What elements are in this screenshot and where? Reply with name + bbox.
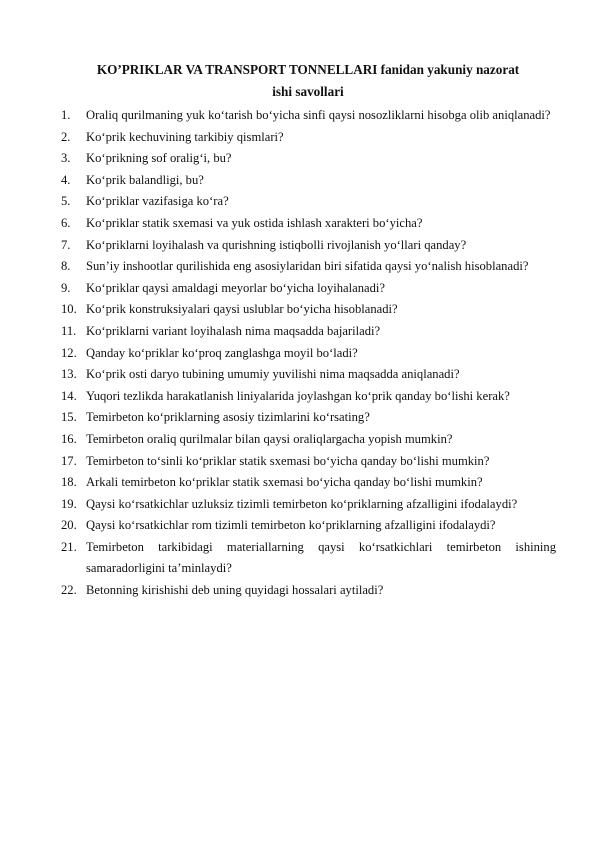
question-item xyxy=(61,127,556,149)
question-number: 1. xyxy=(61,108,71,122)
question-number: 21. xyxy=(61,539,77,554)
question-text: Ko‘prikning sof oralig‘i, bu? xyxy=(86,151,232,166)
question-item xyxy=(61,386,556,408)
question-text: Betonning kirishishi deb uning quyidagi hossalari aytiladi? xyxy=(86,583,384,598)
question-text: Ko‘priklar vazifasiga ko‘ra? xyxy=(86,194,229,209)
question-item xyxy=(61,191,556,213)
question-number: 18. xyxy=(61,475,77,490)
title-line-2: ishi savollari xyxy=(272,84,344,99)
question-item xyxy=(61,429,556,451)
question-number: 9. xyxy=(61,280,71,295)
question-text: Sun’iy inshootlar qurilishida eng asosiylaridan biri sifatida qaysi yo‘nalish hisoblanadi? xyxy=(86,259,529,274)
question-number: 20. xyxy=(61,518,77,533)
question-text: Temirbeton to‘sinli ko‘priklar statik sxemasi bo‘yicha qanday bo‘lishi mumkin? xyxy=(86,453,490,468)
question-text: Ko‘prik kechuvining tarkibiy qismlari? xyxy=(86,129,284,144)
question-text: Ko‘prik osti daryo tubining umumiy yuvilishi nima maqsadda aniqlanadi? xyxy=(86,367,460,382)
question-item xyxy=(61,256,556,278)
question-item xyxy=(61,451,556,473)
question-number: 8. xyxy=(61,259,71,274)
question-text: Temirbeton ko‘priklarning asosiy tizimlarini ko‘rsating? xyxy=(86,410,370,425)
question-number: 11. xyxy=(61,323,77,338)
question-text: Yuqori tezlikda harakatlanish liniyalarida joylashgan ko‘prik qanday bo‘lishi kerak? xyxy=(86,388,510,403)
question-text: Temirbeton tarkibidagi materiallarning qaysi ko‘rsatkichlari temirbeton ishining samaradorligini ta’minlaydi? xyxy=(86,539,556,576)
question-item xyxy=(61,343,556,365)
question-number: 2. xyxy=(61,129,71,144)
question-number: 16. xyxy=(61,431,77,446)
question-item xyxy=(61,494,556,516)
question-text: Qaysi ko‘rsatkichlar uzluksiz tizimli temirbeton ko‘priklarning afzalligini ifodalaydi? xyxy=(86,496,518,511)
question-item xyxy=(61,515,556,537)
question-number: 13. xyxy=(61,367,77,382)
question-text: Ko‘priklarni loyihalash va qurishning istiqbolli rivojlanish yo‘llari qanday? xyxy=(86,237,467,252)
question-text: Ko‘priklar statik sxemasi va yuk ostida ishlash xarakteri bo‘yicha? xyxy=(86,215,423,230)
question-number: 6. xyxy=(61,215,71,230)
question-text: Ko‘priklarni variant loyihalash nima maqsadda bajariladi? xyxy=(86,323,381,338)
question-item xyxy=(61,213,556,235)
question-number: 17. xyxy=(61,453,77,468)
question-text: Ko‘priklar qaysi amaldagi meyorlar bo‘yicha loyihalanadi? xyxy=(86,280,385,295)
question-text: Temirbeton oraliq qurilmalar bilan qaysi oraliqlargacha yopish mumkin? xyxy=(86,431,453,446)
question-number: 19. xyxy=(61,496,77,511)
question-number: 15. xyxy=(61,410,77,425)
question-number: 12. xyxy=(61,345,77,360)
question-list xyxy=(61,105,556,602)
title-line-1: KO’PRIKLAR VA TRANSPORT TONNELLARI fanidan yakuniy nazorat xyxy=(96,62,520,77)
document-title xyxy=(60,59,556,103)
question-number: 22. xyxy=(61,583,77,598)
question-item xyxy=(61,472,556,494)
question-number: 4. xyxy=(61,172,71,187)
question-item xyxy=(61,321,556,343)
question-text: Ko‘prik balandligi, bu? xyxy=(86,172,204,187)
question-text: Ko‘prik konstruksiyalari qaysi uslublar bo‘yicha hisoblanadi? xyxy=(86,302,398,317)
question-item xyxy=(61,364,556,386)
question-number: 3. xyxy=(61,151,71,166)
question-item xyxy=(61,580,556,602)
question-number: 10. xyxy=(61,302,77,317)
question-item xyxy=(61,299,556,321)
question-number: 5. xyxy=(61,194,71,209)
question-text: Qaysi ko‘rsatkichlar rom tizimli temirbeton ko‘priklarning afzalligini ifodalaydi? xyxy=(86,518,496,533)
question-item xyxy=(61,537,556,580)
question-item xyxy=(61,105,556,127)
question-text: Oraliq qurilmaning yuk ko‘tarish bo‘yicha sinfi qaysi nosozliklarni hisobga olib aniqlanadi? xyxy=(86,108,551,122)
question-text: Qanday ko‘priklar ko‘proq zanglashga moyil bo‘ladi? xyxy=(86,345,358,360)
question-item xyxy=(61,170,556,192)
question-number: 14. xyxy=(61,388,77,403)
question-text: Arkali temirbeton ko‘priklar statik sxemasi bo‘yicha qanday bo‘lishi mumkin? xyxy=(86,475,483,490)
question-number: 7. xyxy=(61,237,71,252)
question-item xyxy=(61,235,556,257)
question-item xyxy=(61,148,556,170)
question-item xyxy=(61,278,556,300)
question-item xyxy=(61,407,556,429)
